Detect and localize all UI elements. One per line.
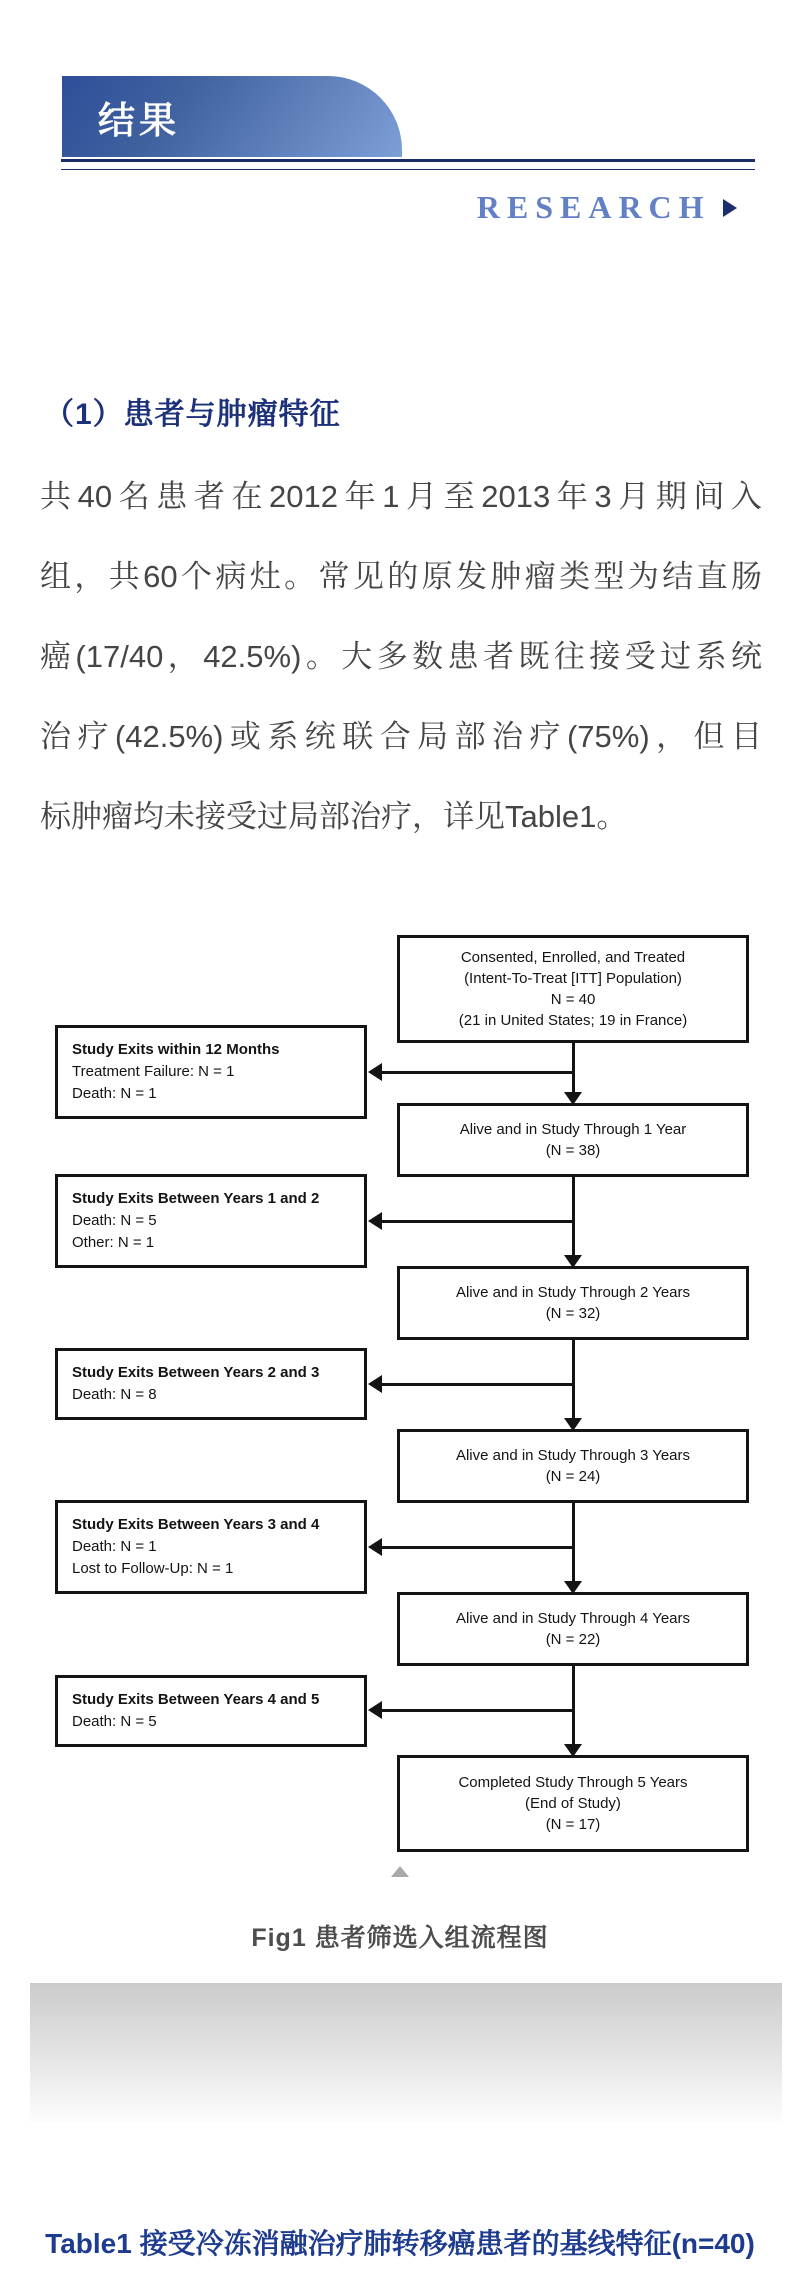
flow-box-line: (Intent-To-Treat [ITT] Population) [464, 970, 682, 987]
flow-box-line: (21 in United States; 19 in France) [458, 1012, 688, 1029]
section-banner-title: 结果 [98, 100, 180, 142]
flow-box-line: (N = 17) [545, 1816, 601, 1833]
flow-box-line: Death: N = 1 [72, 1085, 157, 1102]
flow-box-line: Completed Study Through 5 Years [458, 1774, 688, 1791]
paragraph-line: 癌(17/40，42.5%)。大多数患者既往接受过系统 [40, 639, 762, 674]
flow-box-line: N = 40 [550, 991, 596, 1008]
flow-box-exit-years4-5 [55, 1675, 367, 1747]
flow-box-line: (N = 38) [545, 1142, 601, 1159]
flow-connector-vertical [572, 1666, 575, 1748]
section-divider-band [30, 1983, 782, 2123]
flow-box-title: Study Exits Between Years 1 and 2 [72, 1190, 320, 1207]
section-banner [62, 76, 402, 157]
table-banner-title: Table1 接受冷冻消融治疗肺转移癌患者的基线特征(n=40) [45, 2228, 755, 2259]
section-heading: （1）患者与肿瘤特征 [44, 398, 341, 431]
arrow-down-icon [564, 1092, 582, 1105]
flow-box-alive-year1 [397, 1103, 749, 1177]
flow-box-line: Alive and in Study Through 4 Years [455, 1610, 691, 1627]
flow-box-exit-years3-4 [55, 1500, 367, 1594]
flow-box-line: Death: N = 8 [72, 1386, 157, 1403]
flow-box-itt-population [397, 935, 749, 1043]
flow-connector-horizontal [381, 1071, 573, 1074]
flow-box-title: Study Exits Between Years 2 and 3 [72, 1364, 320, 1381]
header-rule-thin [61, 169, 755, 170]
flow-box-line: Lost to Follow-Up: N = 1 [72, 1560, 234, 1577]
flow-box-line: Death: N = 5 [72, 1713, 157, 1730]
flow-box-line: Alive and in Study Through 1 Year [459, 1121, 687, 1138]
flow-box-title: Study Exits within 12 Months [72, 1041, 280, 1058]
flow-box-line: (N = 32) [545, 1305, 601, 1322]
flow-box-line: (End of Study) [525, 1795, 621, 1812]
arrow-right-icon [723, 199, 737, 217]
flow-box-line: Death: N = 1 [72, 1538, 157, 1555]
arrow-down-icon [564, 1418, 582, 1431]
flow-box-line: Alive and in Study Through 2 Years [455, 1284, 691, 1301]
paragraph-line: 治疗(42.5%)或系统联合局部治疗(75%)，但目 [40, 719, 762, 754]
flow-box-line: (N = 24) [545, 1468, 601, 1485]
flow-box-exit-years1-2 [55, 1174, 367, 1268]
flow-connector-vertical [572, 1503, 575, 1585]
flow-box-alive-year3 [397, 1429, 749, 1503]
flow-connector-vertical [572, 1177, 575, 1259]
flow-box-completed-year5 [397, 1755, 749, 1852]
flow-box-line: Alive and in Study Through 3 Years [455, 1447, 691, 1464]
masthead [0, 189, 737, 226]
flow-connector-horizontal [381, 1709, 573, 1712]
flow-box-line: Death: N = 5 [72, 1212, 157, 1229]
body-paragraph [40, 457, 762, 857]
paragraph-line: 组，共60个病灶。常见的原发肿瘤类型为结直肠 [40, 559, 762, 594]
flow-box-line: Consented, Enrolled, and Treated [460, 949, 686, 966]
arrow-left-icon [368, 1701, 382, 1719]
figure-caption: Fig1 患者筛选入组流程图 [251, 1924, 549, 1952]
arrow-down-icon [564, 1581, 582, 1594]
flow-box-line: (N = 22) [545, 1631, 601, 1648]
flow-box-line: Treatment Failure: N = 1 [72, 1063, 235, 1080]
flow-box-title: Study Exits Between Years 4 and 5 [72, 1691, 320, 1708]
paragraph-line: 共40名患者在2012年1月至2013年3月期间入 [40, 479, 762, 514]
flow-box-line: Other: N = 1 [72, 1234, 155, 1251]
flow-box-exit-years2-3 [55, 1348, 367, 1420]
arrow-down-icon [564, 1744, 582, 1757]
arrow-left-icon [368, 1538, 382, 1556]
flow-connector-horizontal [381, 1546, 573, 1549]
paragraph-line: 标肿瘤均未接受过局部治疗，详见Table1。 [40, 799, 628, 834]
arrow-left-icon [368, 1212, 382, 1230]
flow-connector-horizontal [381, 1383, 573, 1386]
arrow-down-icon [564, 1255, 582, 1268]
flow-box-alive-year4 [397, 1592, 749, 1666]
arrow-left-icon [368, 1375, 382, 1393]
arrow-left-icon [368, 1063, 382, 1081]
flow-connector-horizontal [381, 1220, 573, 1223]
header-rule-thick [61, 159, 755, 162]
flow-box-title: Study Exits Between Years 3 and 4 [72, 1516, 320, 1533]
flow-box-exit-12months [55, 1025, 367, 1119]
masthead-title: RESEARCH [476, 189, 711, 225]
flow-box-alive-year2 [397, 1266, 749, 1340]
collapse-triangle-icon[interactable] [391, 1866, 409, 1877]
flow-connector-vertical [572, 1043, 575, 1096]
flow-connector-vertical [572, 1340, 575, 1422]
